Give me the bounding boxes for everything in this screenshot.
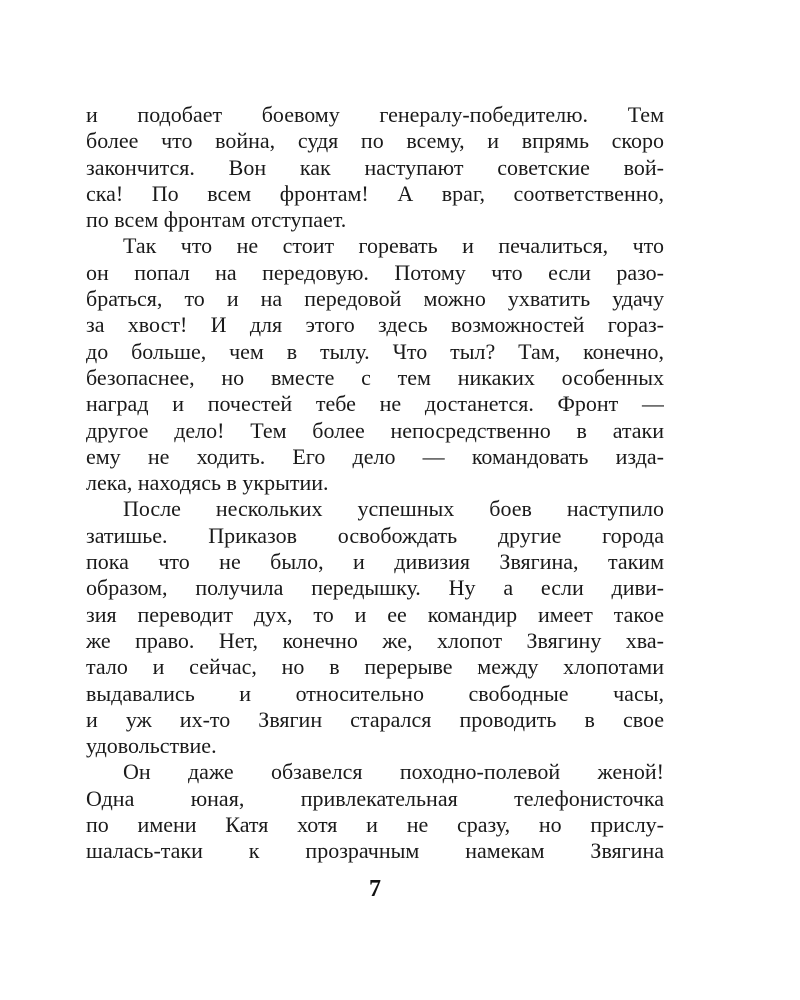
- text-line: безопаснее, но вместе с тем никаких особенных: [86, 364, 664, 390]
- text-line: же право. Нет, конечно же, хлопот Звягину хва-: [86, 627, 664, 653]
- paragraph: [86, 759, 664, 864]
- text-line: по всем фронтам отступает.: [86, 207, 347, 233]
- paragraph: [86, 496, 664, 759]
- page-number: 7: [369, 876, 381, 902]
- text-line: Так что не стоит горевать и печалиться, что: [123, 233, 664, 259]
- text-line: Одна юная, привлекательная телефонисточка: [86, 785, 664, 811]
- text-line: образом, получила передышку. Ну а если диви-: [86, 575, 664, 601]
- text-line: и подобает боевому генералу-победителю. Тем: [86, 102, 664, 127]
- text-line: шалась-таки к прозрачным намекам Звягина: [86, 838, 664, 864]
- text-line: более что война, судя по всему, и впрямь скоро: [86, 128, 664, 154]
- text-line: по имени Катя хотя и не сразу, но прислу-: [86, 812, 664, 838]
- text-line: браться, то и на передовой можно ухватить удачу: [86, 286, 664, 312]
- text-line: удовольствие.: [86, 733, 217, 759]
- text-line: выдавались и относительно свободные часы,: [86, 680, 664, 706]
- text-line: и уж их-то Звягин старался проводить в свое: [86, 706, 664, 732]
- text-line: Он даже обзавелся походно-полевой женой!: [123, 759, 664, 785]
- text-line: затишье. Приказов освобождать другие города: [86, 522, 664, 548]
- text-line: он попал на передовую. Потому что если разо-: [86, 259, 664, 285]
- paragraph: [86, 102, 664, 233]
- page-body: [86, 102, 664, 865]
- text-line: закончится. Вон как наступают советские вой-: [86, 154, 664, 180]
- text-line: ему не ходить. Его дело — командовать изда-: [86, 443, 664, 469]
- text-line: После нескольких успешных боев наступило: [123, 496, 664, 522]
- text-line: до больше, чем в тылу. Что тыл? Там, конечно,: [86, 338, 664, 364]
- text-line: тало и сейчас, но в перерыве между хлопотами: [86, 654, 664, 680]
- text-line: ска! По всем фронтам! А враг, соответственно,: [86, 180, 664, 206]
- text-line: другое дело! Тем более непосредственно в атаки: [86, 417, 664, 443]
- text-line: зия переводит дух, то и ее командир имеет такое: [86, 601, 664, 627]
- paragraph: [86, 233, 664, 496]
- text-line: наград и почестей тебе не достанется. Фронт —: [86, 391, 664, 417]
- text-line: лека, находясь в укрытии.: [86, 470, 329, 496]
- text-line: за хвост! И для этого здесь возможностей гораз-: [86, 312, 664, 338]
- text-line: пока что не было, и дивизия Звягина, таким: [86, 549, 664, 575]
